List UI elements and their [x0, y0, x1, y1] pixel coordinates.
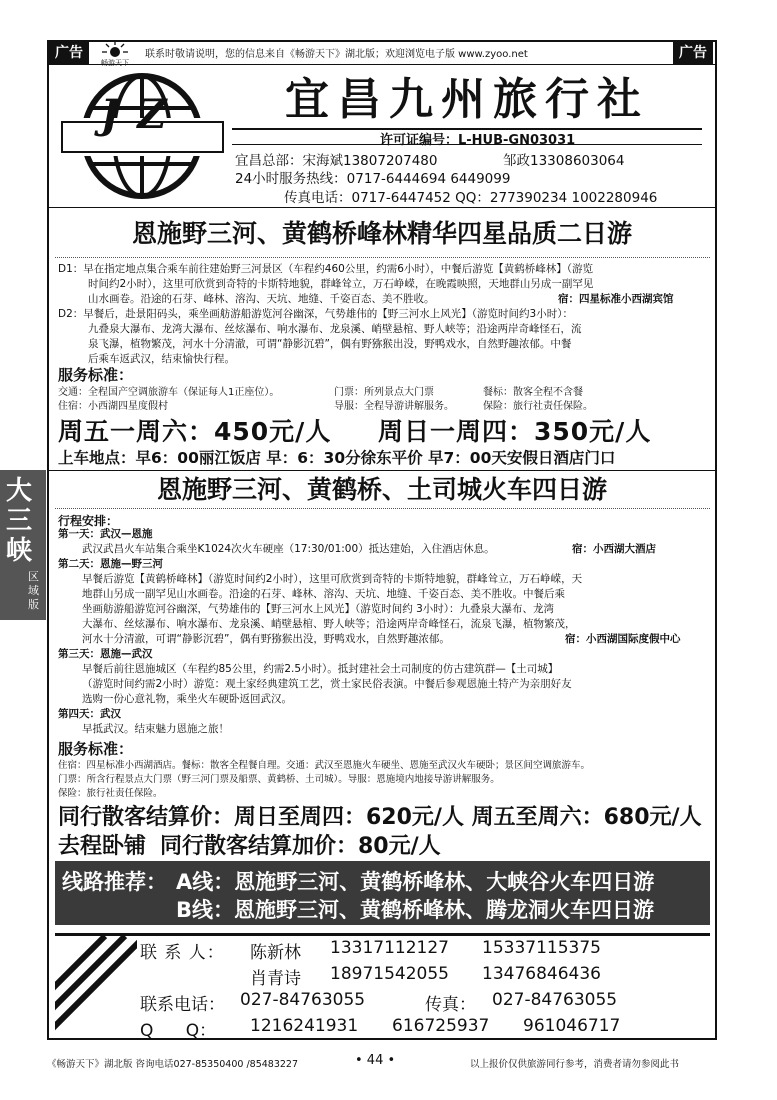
tour2-day2-label: 第二天：恩施—野三河 — [58, 558, 163, 570]
tour2-day1-label: 第一天：武汉—恩施 — [58, 528, 153, 540]
tour2-service-title: 服务标准： — [58, 740, 134, 758]
tour2-day4-line1: 早抵武汉。结束魅力恩施之旅！ — [82, 723, 229, 735]
tour1-svc-guide: 导服：全程导游讲解服务。 — [334, 401, 454, 412]
tour2-day2-hotel: 宿：小西湖国际度假中心 — [565, 633, 681, 645]
company-name: 宜昌九州旅行社 — [285, 74, 649, 125]
tour2-day3-label: 第三天：恩施—武汉 — [58, 648, 153, 660]
tour2-price-line1: 同行散客结算价：周日至周四：620元/人 周五至周六：680元/人 — [58, 805, 702, 830]
tour1-divider — [49, 470, 715, 471]
tour1-d1-line1: D1：早在指定地点集合乘车前往建始野三河景区（车程约460公里，约需6小时），中餐后游览【黄鹤桥峰林】（游览 — [58, 263, 593, 275]
side-tab-char-1: 大 — [6, 476, 33, 506]
tour2-day3-line2: （游览时间约需2小时）游览：观土家经典建筑工艺，赏土家民俗表演。中餐后参观恩施土特产为亲朋好友 — [82, 678, 572, 690]
tour2-day1-hotel: 宿：小西湖大酒店 — [572, 543, 656, 555]
contact-qq-2: 616725937 — [392, 1016, 490, 1036]
tour2-day2-line4: 大瀑布、丝炫瀑布、响水瀑布、龙泉溪、峭壁悬棺、野人峡等；沿途两岸奇峰怪石，流泉飞瀑，植物繁茂， — [82, 618, 576, 630]
tour2-title-divider — [55, 508, 710, 509]
tour1-svc-insurance: 保险：旅行社责任保险。 — [483, 401, 593, 412]
contact-p2-name: 肖青诗 — [250, 969, 301, 989]
tour2-day4-label: 第四天：武汉 — [58, 708, 121, 720]
contact-qq-3: 961046717 — [523, 1016, 621, 1036]
contact-fax-qq: 传真电话：0717-6447452 QQ：277390234 1002280946 — [284, 190, 658, 206]
tour2-day1-line1: 武汉武昌火车站集合乘坐K1024次火车硬座（17:30/01:00）抵达建始，入住酒店休息。 — [82, 543, 495, 555]
contact-hotline: 24小时服务热线：0717-6444694 6449099 — [235, 171, 511, 187]
route-a: A线：恩施野三河、黄鹤桥峰林、大峡谷火车四日游 — [176, 870, 655, 894]
contact-p2-phone-a: 18971542055 — [330, 964, 449, 984]
contact-p2-phone-b: 13476846436 — [482, 964, 601, 984]
header-divider — [49, 207, 715, 208]
tour2-svc-line2: 门票：所含行程景点大门票（野三河门票及船票、黄鹤桥、土司城）。导服：恩施境内地接导游讲解服务。 — [58, 774, 500, 785]
tour2-price-sleeper-label: 去程卧铺 — [58, 834, 147, 859]
tour1-title-divider — [55, 257, 710, 258]
contact-person-label: 联 系 人： — [140, 943, 225, 963]
logo-text: 畅游天下 — [101, 59, 129, 67]
contact-p1-phone-a: 13317112127 — [330, 938, 449, 958]
tour1-svc-hotel: 住宿：小西湖四星度假村 — [58, 401, 168, 412]
contact-stripe-decoration — [55, 936, 137, 1036]
tour2-day2-line5: 河水十分清澈，可谓“静影沉碧”，偶有野猕猴出没，野鸭戏水，自然野趣浓郁。 — [82, 633, 450, 645]
contact-headquarters: 宜昌总部：宋海斌13807207480 — [235, 153, 438, 169]
side-tab-char-3: 峡 — [6, 536, 33, 566]
tour2-day3-line1: 早餐后前往恩施城区（车程约85公里，约需2.5小时）。抵封建社会土司制度的仿古建筑群—【土司城】 — [82, 663, 559, 675]
license-number: 许可证编号：L-HUB-GN03031 — [380, 133, 576, 148]
contact-qq-label: Q Q： — [140, 1021, 217, 1041]
tour2-day2-line3: 坐画舫游船游览河谷幽深，气势雄伟的【野三河水上风光】（游览时间约 3小时）：九叠泉大瀑布、龙湾 — [82, 603, 555, 615]
tour1-d1-hotel: 宿：四星标准小西湖宾馆 — [558, 293, 674, 305]
tour1-d2-line2: 九叠泉大瀑布、龙湾大瀑布、丝炫瀑布、响水瀑布、龙泉溪、峭壁悬棺、野人峡等；沿途两岸奇峰怪石，流 — [88, 323, 582, 335]
contact-qq-1: 1216241931 — [250, 1016, 359, 1036]
tour2-svc-line3: 保险：旅行社责任保险。 — [58, 788, 163, 799]
tour2-svc-line1: 住宿：四星标准小西湖酒店。餐标：散客全程餐自理。交通：武汉至恩施火车硬坐、恩施至武汉火车硬卧；景区间空调旅游车。 — [58, 760, 591, 771]
tour1-title: 恩施野三河、黄鹤桥峰林精华四星品质二日游 — [131, 219, 632, 248]
region-side-tab — [0, 470, 46, 620]
tour1-d1-line2: 时间约2小时），这里可欣赏到奇特的卡斯特地貌，群峰耸立，万石峥嵘，在晚霞映照，天地群山另成一副罕见 — [88, 278, 594, 290]
footer-right: 以上报价仅供旅游同行参考，消费者请勿参阅此书 — [470, 1059, 680, 1070]
contact-p1-name: 陈新林 — [250, 943, 301, 963]
tour1-svc-transport: 交通：全程国产空调旅游车（保证每人1正座位）。 — [58, 387, 280, 398]
ad-tag-left: 广告 — [49, 42, 89, 64]
tour1-svc-tickets: 门票：所列景点大门票 — [334, 387, 434, 398]
contact-zou: 邹政13308603064 — [503, 153, 625, 169]
contact-fax: 027-84763055 — [492, 990, 618, 1010]
license-underline — [232, 144, 702, 145]
tour1-svc-meals: 餐标：散客全程不含餐 — [483, 387, 583, 398]
tour2-title: 恩施野三河、黄鹤桥、土司城火车四日游 — [156, 475, 607, 504]
top-notice: 联系时敬请说明，您的信息来自《畅游天下》湖北版；欢迎浏览电子版 www.zyoo.net — [145, 49, 528, 60]
tour2-price-sleeper-surcharge: 同行散客结算加价：80元/人 — [160, 834, 441, 859]
tour1-pickup: 上车地点：早6：00丽江饭店 早：6：30分徐东平价 早7：00天安假日酒店门口 — [58, 449, 616, 467]
company-emblem-text: JZ — [100, 91, 185, 138]
page-number: • 44 • — [355, 1053, 396, 1068]
contact-phone-label: 联系电话： — [140, 995, 225, 1015]
tour1-price-weekday: 周日一周四：350元/人 — [378, 417, 652, 446]
tour2-day2-line2: 地群山另成一副罕见山水画卷。沿途的石芽、峰林、溶沟、天坑、地缝、千姿百态、美不胜收。中餐后乘 — [82, 588, 565, 600]
side-tab-char-2: 三 — [6, 506, 33, 536]
contact-fax-label: 传真： — [425, 995, 476, 1015]
route-recommend-label: 线路推荐： — [62, 870, 167, 894]
tour2-itinerary-title: 行程安排： — [58, 514, 119, 528]
tour1-price-weekend: 周五一周六：450元/人 — [58, 417, 332, 446]
route-b: B线：恩施野三河、黄鹤桥峰林、腾龙洞火车四日游 — [176, 898, 655, 922]
tour2-day3-line3: 选购一份心意礼物，乘坐火车硬卧返回武汉。 — [82, 693, 292, 705]
side-tab-label: 区域版 — [28, 570, 39, 611]
tour1-service-title: 服务标准： — [58, 366, 134, 384]
tour2-day2-line1: 早餐后游览【黄鹤桥峰林】（游览时间约2小时），这里可欣赏到奇特的卡斯特地貌，群峰耸立，万石峥嵘，天 — [82, 573, 583, 585]
tour1-d2-line1: D2：早餐后，赴景阳码头，乘坐画舫游船游览河谷幽深，气势雄伟的【野三河水上风光】（游览时间约3小时）： — [58, 308, 573, 320]
tour1-d2-line3: 泉飞瀑，植物繁茂，河水十分清澈，可谓“静影沉碧”，偶有野猕猴出没，野鸭戏水，自然野趣浓郁。中餐 — [88, 338, 572, 350]
top-divider — [49, 64, 715, 65]
footer-left: 《畅游天下》湖北版 咨询电话027-85350400 /85483227 — [47, 1059, 299, 1070]
ad-tag-right: 广告 — [673, 42, 713, 64]
tour1-d1-line3: 山水画卷。沿途的石芽、峰林、溶沟、天坑、地缝、千姿百态、美不胜收。 — [88, 293, 435, 305]
contact-phone: 027-84763055 — [240, 990, 366, 1010]
contact-p1-phone-b: 15337115375 — [482, 938, 601, 958]
tour1-d2-line4: 后乘车返武汉，结束愉快行程。 — [88, 353, 235, 365]
